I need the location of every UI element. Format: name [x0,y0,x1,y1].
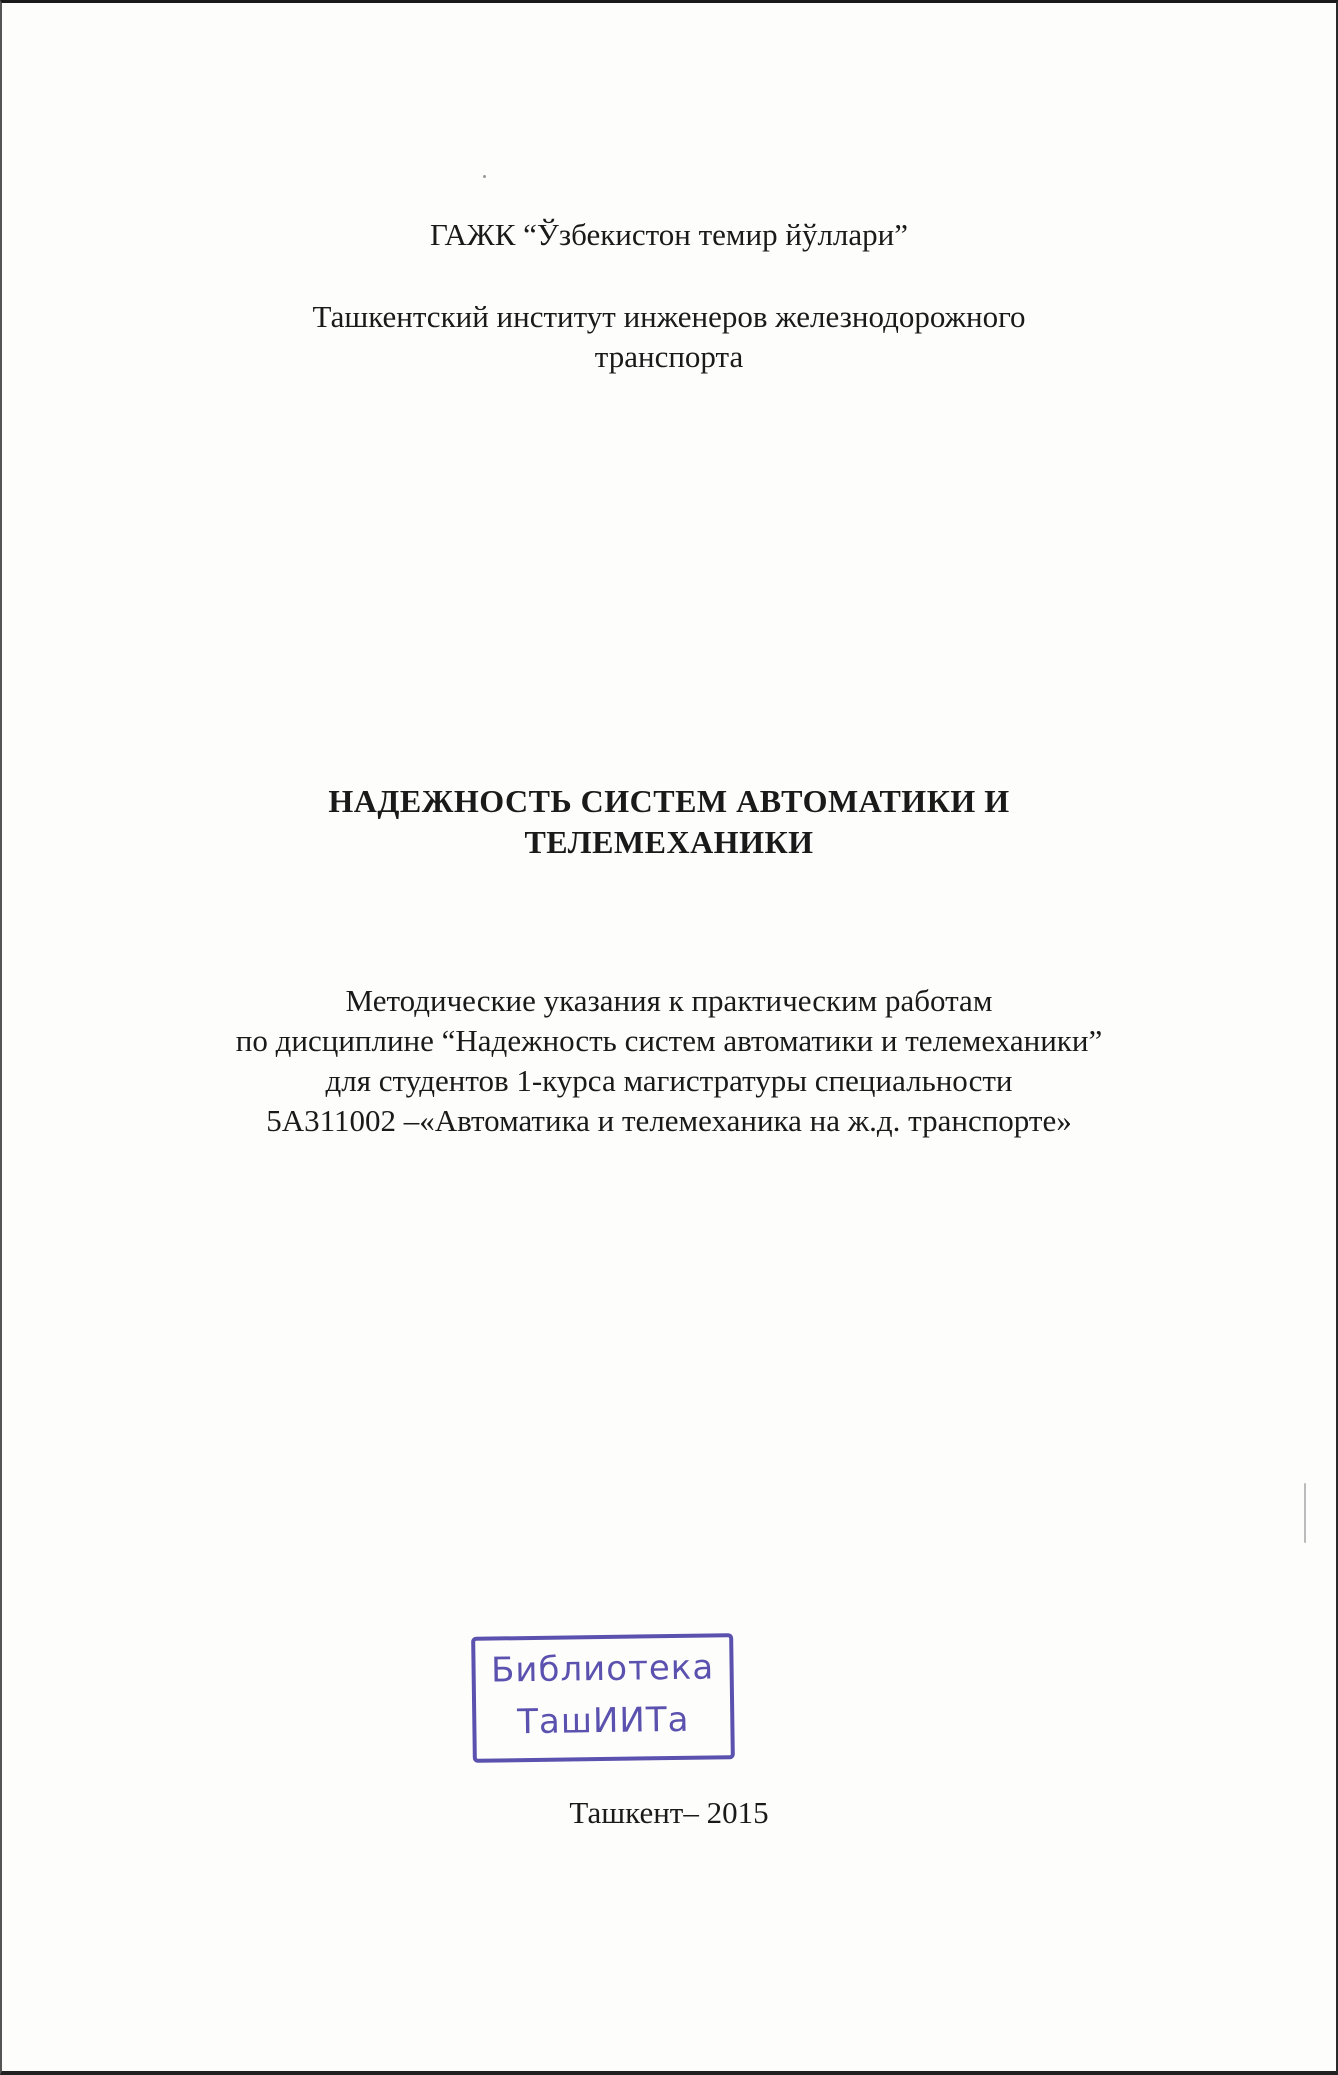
organization-name: ГАЖК “Ўзбекистон темир йўллари” [429,217,908,252]
description-line3: для студентов 1-курса магистратуры специальности [325,1063,1013,1098]
stamp-text-line1: Библиотека [490,1647,715,1691]
stamp-text-line2: ТашИИТа [516,1699,690,1743]
institute-name-line1: Ташкентский институт инженеров железнодорожного [312,299,1026,334]
document-title-line1: НАДЕЖНОСТЬ СИСТЕМ АВТОМАТИКИ И [328,783,1010,819]
library-stamp [471,1633,735,1763]
description-line4: 5А311002 –«Автоматика и телемеханика на ж.д. транспорте» [266,1103,1072,1138]
scan-speck [1304,1483,1306,1543]
institute-name-line2: транспорта [594,339,744,374]
document-title-line2: ТЕЛЕМЕХАНИКИ [524,824,814,860]
scan-speck [483,175,486,178]
city-year: Ташкент– 2015 [569,1795,769,1830]
description-line1: Методические указания к практическим работам [345,983,993,1018]
description-line2: по дисциплине “Надежность систем автоматики и телемеханики” [235,1023,1103,1058]
